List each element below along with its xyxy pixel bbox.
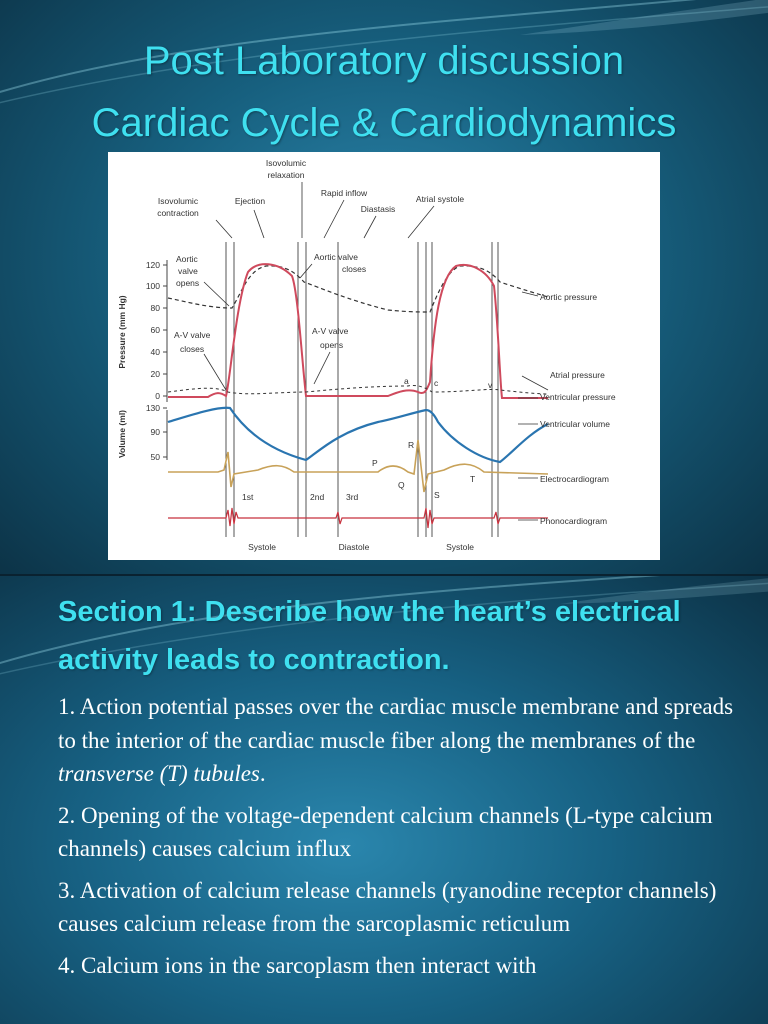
aortic-valve-closes-label: closes [342,264,367,274]
av-valve-opens-label: opens [320,340,344,350]
ejection-label: Ejection [234,196,266,206]
volume-tick: 50 [150,452,160,462]
wave-a-label: a [404,376,409,386]
list-item [58,690,748,791]
isovolumic-relaxation-label: relaxation [267,170,305,180]
ecg-q-label: Q [398,480,405,490]
volume-tick: 90 [150,427,160,437]
aortic-pressure-label: Aortic pressure [540,292,598,302]
steps-list [58,690,748,990]
list-item: 2. Opening of the voltage-dependent calcium channels (L-type calcium channels) causes calcium influx [58,802,713,861]
aortic-valve-opens-label: valve [178,266,198,276]
list-item: 4. Calcium ions in the sarcoplasm then interact with [58,952,537,978]
ventricular-pressure-curve [168,264,548,398]
ecg-p-label: P [372,458,378,468]
ecg-s-label: S [434,490,440,500]
av-valve-closes-label: closes [180,344,205,354]
atrial-pressure-label: Atrial pressure [550,370,605,380]
aortic-valve-closes-label: Aortic valve [314,252,358,262]
slide-title-line-2: Cardiac Cycle & Cardiodynamics [91,101,677,145]
av-valve-closes-label: A-V valve [174,330,211,340]
isovolumic-contraction-label: contraction [157,208,199,218]
phase-systole: Systole [446,542,474,552]
pressure-tick: 40 [150,347,160,357]
pressure-tick: 0 [155,391,160,401]
wave-v-label: v [488,380,493,390]
heart-sound-1st: 1st [242,492,254,502]
phase-diastole: Diastole [338,542,370,552]
ecg-t-label: T [470,474,476,484]
phase-systole: Systole [248,542,276,552]
phono-curve [168,508,548,528]
ventricular-pressure-label: Ventricular pressure [540,392,616,402]
isovolumic-relaxation-label: Isovolumic [265,158,307,168]
heart-sound-3rd: 3rd [346,492,359,502]
volume-axis-label: Volume (ml) [117,409,127,459]
phonocardiogram-label: Phonocardiogram [540,516,608,526]
volume-tick: 130 [145,403,160,413]
list-item: 3. Activation of calcium release channels (ryanodine receptor channels) causes calcium release from the sarcoplasmic reticulum [58,877,717,936]
pressure-tick: 60 [150,325,160,335]
list-item-tail: . [259,761,266,786]
aortic-valve-opens-label: Aortic [176,254,198,264]
rapid-inflow-label: Rapid inflow [320,188,368,198]
ventricular-volume-curve [168,408,548,462]
pressure-axis-label: Pressure (mm Hg) [117,295,127,369]
section-title: Section 1: Describe how the heart’s electrical activity leads to contraction. [58,596,681,676]
heart-sound-2nd: 2nd [310,492,325,502]
av-valve-opens-label: A-V valve [312,326,349,336]
slide-title-line-1: Post Laboratory discussion [143,39,625,83]
wave-c-label: c [434,378,439,388]
ecg-r-label: R [408,440,415,450]
diastasis-label: Diastasis [360,204,396,214]
pressure-tick: 20 [150,369,160,379]
electrocardiogram-label: Electrocardiogram [540,474,609,484]
aortic-valve-opens-label: opens [176,278,200,288]
list-item-text: 1. Action potential passes over the cardiac muscle membrane and spreads to the interior of the cardiac muscle fiber along the membranes of the [58,694,734,753]
isovolumic-contraction-label: Isovolumic [157,196,199,206]
ventricular-volume-label: Ventricular volume [540,419,610,429]
list-item-emphasis: transverse (T) tubules [58,761,260,786]
cardiac-cycle-diagram [108,152,660,560]
pressure-tick: 100 [145,281,160,291]
atrial-systole-label: Atrial systole [415,194,465,204]
pressure-tick: 80 [150,303,160,313]
pressure-tick: 120 [145,260,160,270]
ecg-curve [168,440,548,492]
